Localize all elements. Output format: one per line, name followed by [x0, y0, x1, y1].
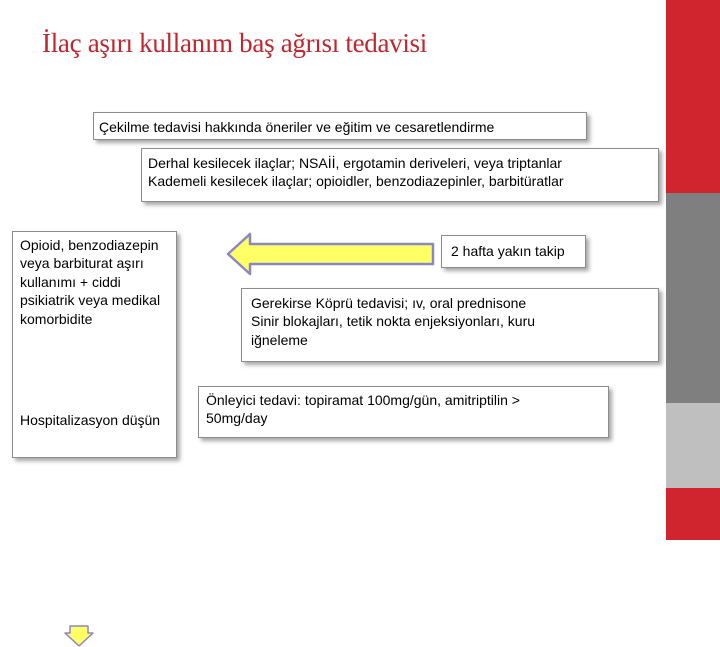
preventive-therapy-box [198, 386, 609, 438]
sidebar-segment-red-bottom [666, 488, 720, 540]
immediate-stop-text: Derhal kesilecek ilaçlar; NSAİİ, ergotamin deriveleri, veya triptanlar [148, 155, 562, 171]
risk-criteria-text: Opioid, benzodiazepin veya barbiturat aşırı kullanımı + ciddi psikiatrik veya medikal komorbidite [20, 237, 161, 327]
bridge-line-3: iğneleme [251, 331, 308, 348]
hospitalization-label: Hospitalizasyon düşün [20, 412, 161, 428]
preventive-line-2: 50mg/day [206, 410, 268, 427]
followup-text: 2 hafta yakın takip [451, 243, 565, 259]
followup-box [441, 235, 586, 268]
bridge-line-1: Gerekirse Köprü tedavisi; ıv, oral prednisone [251, 295, 527, 311]
left-arrow-icon [226, 232, 436, 276]
sidebar-segment-lightgray [666, 403, 720, 488]
drug-withdrawal-box [141, 148, 659, 202]
down-arrow-icon [64, 625, 94, 647]
withdrawal-advice-text: Çekilme tedavisi hakkında öneriler ve eğitim ve cesaretlendirme [99, 119, 495, 135]
decorative-sidebar [666, 0, 720, 540]
bridge-line-2: Sinir blokajları, tetik nokta enjeksiyonları, kuru [251, 313, 536, 330]
slide-title: İlaç aşırı kullanım baş ağrısı tedavisi [42, 28, 427, 58]
gradual-stop-text: Kademeli kesilecek ilaçlar; opioidler, benzodiazepinler, barbitüratlar [148, 173, 564, 190]
sidebar-segment-gray [666, 193, 720, 403]
sidebar-segment-red [666, 0, 720, 193]
withdrawal-advice-box [93, 112, 587, 140]
bridge-therapy-box [241, 288, 659, 362]
preventive-line-1: Önleyici tedavi: topiramat 100mg/gün, amitriptilin > [206, 392, 520, 408]
hospitalization-box [12, 231, 177, 458]
